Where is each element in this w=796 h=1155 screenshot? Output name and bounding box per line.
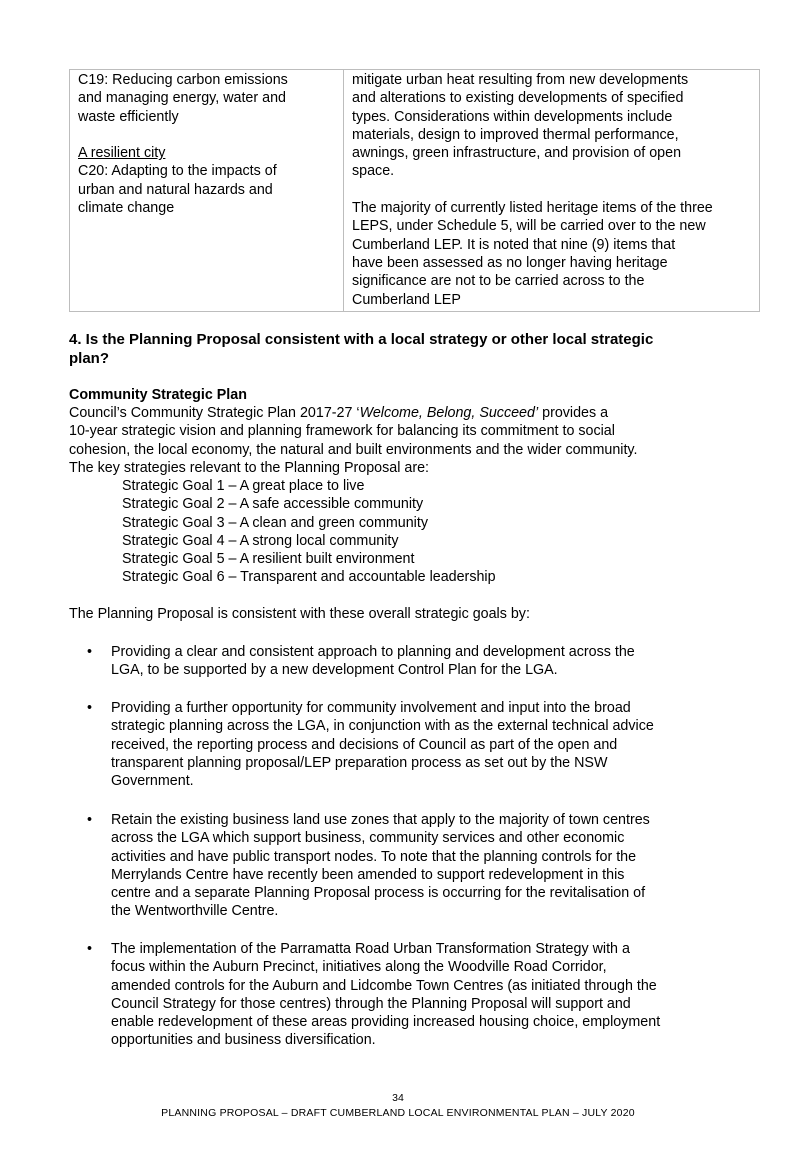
heading-line: plan?: [69, 349, 109, 367]
bullet-line: Retain the existing business land use zones that apply to the majority of town centres: [111, 812, 650, 828]
page-footer: PLANNING PROPOSAL – DRAFT CUMBERLAND LOCAL ENVIRONMENTAL PLAN – JULY 2020: [161, 1107, 635, 1119]
cell-line: and managing energy, water and: [78, 90, 286, 107]
bullet-line: Council Strategy for those centres) through the Planning Proposal will support and: [111, 995, 631, 1012]
bullet-line: activities and have public transport nodes. To note that the planning controls for the: [111, 848, 637, 865]
strategic-goal: Strategic Goal 3 – A clean and green community: [122, 514, 428, 531]
cell-line: materials, design to improved thermal performance,: [352, 126, 679, 143]
cell-line: The majority of currently listed heritage items of the three: [352, 200, 713, 217]
bullet-line: the Wentworthville Centre.: [111, 903, 279, 920]
csp-intro-paragraph: [69, 404, 759, 477]
strategic-goal: Strategic Goal 1 – A great place to live: [122, 478, 365, 494]
bullet-line: received, the reporting process and decisions of Council as part of the open and: [111, 736, 618, 753]
strategic-goal: Strategic Goal 2 – A safe accessible community: [122, 496, 424, 513]
bullet-icon: •: [87, 644, 93, 660]
cell-line: C19: Reducing carbon emissions: [78, 72, 288, 88]
bullet-line: opportunities and business diversification.: [111, 1032, 376, 1049]
strategic-goal: Strategic Goal 6 – Transparent and accountable leadership: [122, 569, 496, 586]
cell-line: climate change: [78, 200, 175, 217]
bullet-line: amended controls for the Auburn and Lidcombe Town Centres (as initiated through the: [111, 977, 657, 994]
table-cell-objectives: [70, 70, 344, 312]
cell-line: space.: [352, 163, 395, 180]
bullet-line: across the LGA which support business, community services and other economic: [111, 830, 625, 847]
strategy-table: [69, 69, 760, 312]
cell-line: significance are not to be carried across to the: [352, 273, 645, 290]
paragraph-line: The key strategies relevant to the Planning Proposal are:: [69, 459, 430, 476]
resilient-city-heading: A resilient city: [78, 145, 166, 162]
table-row: [70, 70, 760, 312]
cell-line: waste efficiently: [78, 108, 179, 125]
section-4-heading: [69, 331, 749, 368]
csp-heading: Community Strategic Plan: [69, 387, 247, 403]
bullet-line: The implementation of the Parramatta Road Urban Transformation Strategy with a: [111, 941, 630, 957]
bullet-line: enable redevelopment of these areas providing increased housing choice, employment: [111, 1014, 661, 1031]
paragraph-line: 10-year strategic vision and planning framework for balancing its commitment to social: [69, 423, 615, 440]
cell-line: types. Considerations within developments include: [352, 108, 673, 125]
bullet-icon: •: [87, 812, 93, 828]
bullet-line: Government.: [111, 773, 194, 790]
consistent-statement: The Planning Proposal is consistent with these overall strategic goals by:: [69, 606, 530, 622]
paragraph-line: cohesion, the local economy, the natural and built environments and the wider community.: [69, 441, 638, 458]
heading-line: 4. Is the Planning Proposal consistent with a local strategy or other local strategic: [69, 331, 654, 348]
intro-text: Council’s Community Strategic Plan 2017-27 ‘: [69, 405, 360, 421]
cell-line: and alterations to existing developments of specified: [352, 90, 684, 107]
cell-line: urban and natural hazards and: [78, 181, 273, 198]
bullet-line: centre and a separate Planning Proposal process is occurring for the revitalisation of: [111, 885, 646, 902]
strategic-goal: Strategic Goal 4 – A strong local community: [122, 532, 399, 549]
paragraph-line: [69, 404, 759, 422]
intro-text: provides a: [538, 405, 609, 421]
bullet-line: Merrylands Centre have recently been amended to support redevelopment in this: [111, 866, 625, 883]
bullet-line: Providing a clear and consistent approach to planning and development across the: [111, 644, 635, 660]
bullet-line: focus within the Auburn Precinct, initiatives along the Woodville Road Corridor,: [111, 959, 607, 976]
bullet-icon: •: [87, 700, 93, 716]
bullet-line: Providing a further opportunity for community involvement and input into the broad: [111, 700, 631, 716]
bullet-icon: •: [87, 941, 93, 957]
bullet-line: strategic planning across the LGA, in conjunction with as the external technical advice: [111, 718, 654, 735]
table-cell-consistency: [344, 70, 760, 312]
cell-line: Cumberland LEP: [352, 291, 461, 308]
cell-line: LEPS, under Schedule 5, will be carried over to the new: [352, 218, 706, 235]
page-number: 34: [392, 1092, 404, 1104]
cell-line: have been assessed as no longer having heritage: [352, 254, 668, 271]
bullet-line: transparent planning proposal/LEP preparation process as set out by the NSW: [111, 754, 608, 771]
cell-line: awnings, green infrastructure, and provision of open: [352, 145, 682, 162]
strategic-goal: Strategic Goal 5 – A resilient built environment: [122, 551, 415, 568]
cell-line: C20: Adapting to the impacts of: [78, 163, 277, 180]
cell-line: Cumberland LEP. It is noted that nine (9) items that: [352, 236, 676, 253]
strategic-goals-list: [122, 477, 496, 587]
bullet-line: LGA, to be supported by a new development Control Plan for the LGA.: [111, 662, 558, 679]
cell-line: mitigate urban heat resulting from new developments: [352, 72, 689, 88]
plan-title-italic: Welcome, Belong, Succeed’: [359, 405, 539, 421]
